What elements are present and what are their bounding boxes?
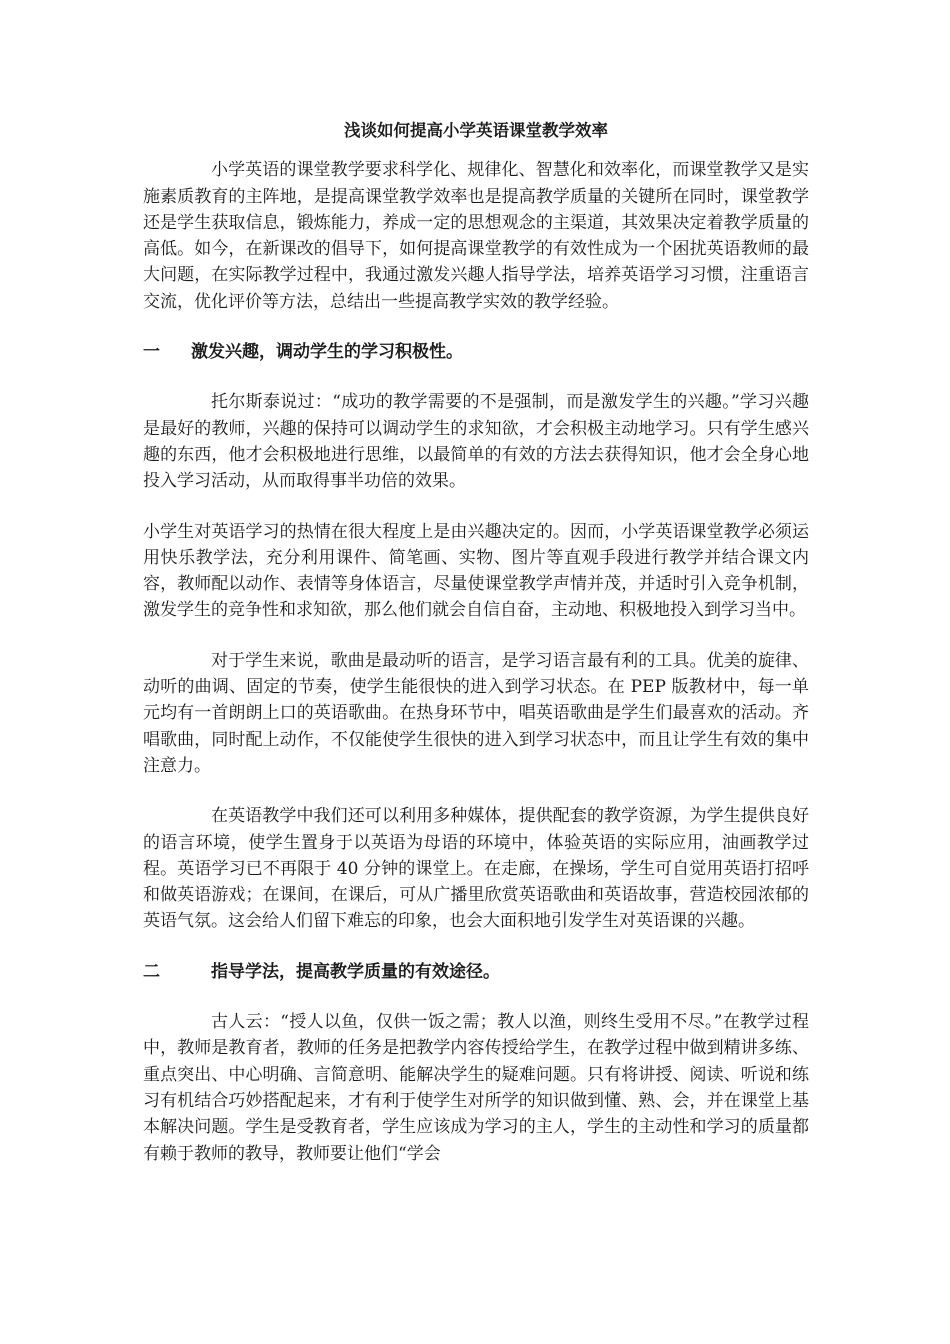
section-heading-2 — [143, 959, 809, 985]
section-heading-1 — [143, 339, 809, 365]
section2-paragraph-1: 古人云：“授人以鱼，仅供一饭之需；教人以渔，则终生受用不尽。”在教学过程中，教师是教育者，教师的任务是把教学内容传授给学生，在教学过程中做到精讲多练、重点突出、中心明确、言简意明、能解决学生的疑难问题。只有将讲授、阅读、听说和练习有机结合巧妙搭配起来，才有利于使学生对所学的知识做到懂、熟、会，并在课堂上基本解决问题。学生是受教育者，学生应该成为学习的主人，学生的主动性和学习的质量都有赖于教师的教导，教师要让他们“学会 — [143, 1012, 809, 1164]
paragraph-spacer — [143, 624, 809, 648]
section-number-1: 一 — [143, 342, 160, 363]
document-page — [143, 118, 809, 1167]
paragraph-spacer — [143, 779, 809, 803]
paragraph-spacer — [143, 495, 809, 519]
paragraph-spacer — [143, 985, 809, 1009]
section-title-2: 指导学法，提高教学质量的有效途径。 — [211, 961, 500, 982]
section1-paragraph-2: 小学生对英语学习的热情在很大程度上是由兴趣决定的。因而，小学英语课堂教学必须运用快乐教学法，充分利用课件、简笔画、实物、图片等直观手段进行教学并结合课文内容，教师配以动作、表情等身体语言，尽量使课堂教学声情并茂，并适时引入竞争机制，激发学生的竞争性和求知欲，那么他们就会自信自奋，主动地、积极地投入到学习当中。 — [143, 521, 809, 621]
document-title: 浅谈如何提高小学英语课堂教学效率 — [344, 121, 608, 140]
section1-paragraph-1: 托尔斯泰说过：“成功的教学需要的不是强制，而是激发学生的兴趣。”学习兴趣是最好的教师，兴趣的保持可以调动学生的求知欲，才会积极主动地学习。只有学生感兴趣的东西，他才会积极地进行思维，以最简单的有效的方法去获得知识，他才会全身心地投入学习活动，从而取得事半功倍的效果。 — [143, 392, 809, 492]
section1-paragraph-3: 对于学生来说，歌曲是最动听的语言，是学习语言最有利的工具。优美的旋律、动听的曲调、固定的节奏，使学生能很快的进入到学习状态。在 PEP 版教材中，每一单元均有一首朗朗上口的英语歌曲。在热身环节中，唱英语歌曲是学生们最喜欢的活动。齐唱歌曲，同时配上动作，不仅能使学生很快的进入到学习状态中，而且让学生有效的集中注意力。 — [143, 650, 809, 776]
intro-paragraph: 小学英语的课堂教学要求科学化、规律化、智慧化和效率化，而课堂教学又是实施素质教育的主阵地，是提高课堂教学效率也是提高教学质量的关键所在同时，课堂教学还是学生获取信息，锻炼能力，养成一定的思想观念的主渠道，其效果决定着教学质量的高低。如今，在新课改的倡导下，如何提高课堂教学的有效性成为一个困扰英语教师的最大问题，在实际教学过程中，我通过激发兴趣人指导学法，培养英语学习习惯，注重语言交流，优化评价等方法，总结出一些提高教学实效的教学经验。 — [143, 160, 809, 312]
paragraph-spacer — [143, 315, 809, 339]
paragraph-spacer — [143, 935, 809, 959]
section-title-1: 激发兴趣，调动学生的学习积极性。 — [191, 342, 463, 363]
paragraph-spacer — [143, 365, 809, 389]
section-number-2: 二 — [143, 961, 160, 982]
section1-paragraph-4: 在英语教学中我们还可以利用多种媒体，提供配套的教学资源，为学生提供良好的语言环境，使学生置身于以英语为母语的环境中，体验英语的实际应用，油画教学过程。英语学习已不再限于 40 分钟的课堂上。在走廊，在操场，学生可自觉用英语打招呼和做英语游戏；在课间，在课后，可从广播里欣赏英语歌曲和英语故事，营造校园浓郁的英语气氛。这会给人们留下难忘的印象，也会大面积地引发学生对英语课的兴趣。 — [143, 806, 809, 932]
